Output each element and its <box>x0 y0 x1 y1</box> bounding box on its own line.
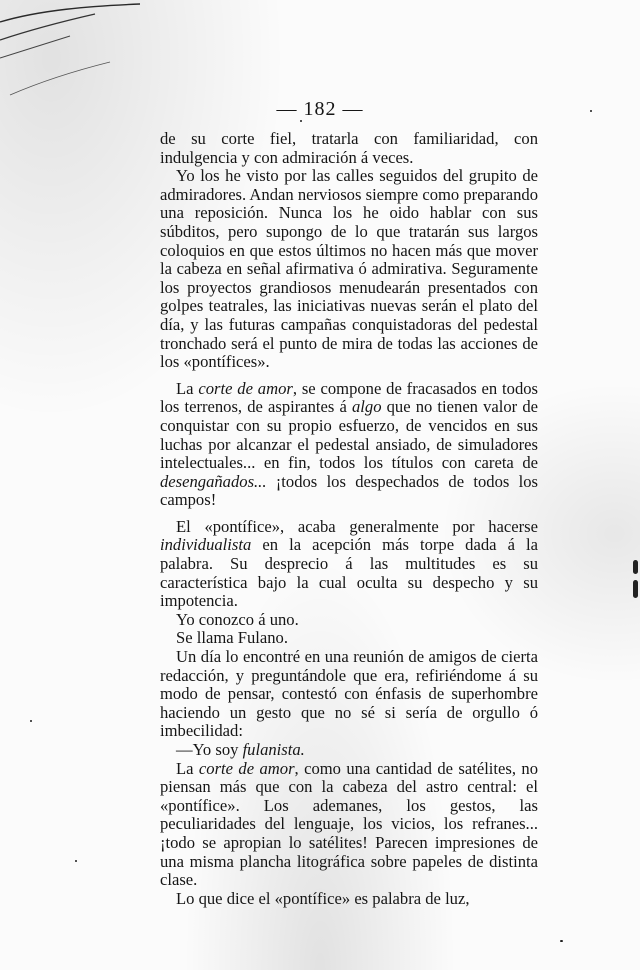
page-edge-mark <box>633 560 638 574</box>
text-run: que no tienen valor de conquistar con su propio esfuerzo, de vencidos en sus luchas por alcanzar el pedestal ansiado, de simuladores intelectuales... en fin, todos los títulos con careta de <box>160 397 538 473</box>
paragraph <box>160 890 538 909</box>
ink-speckle <box>560 940 563 942</box>
paragraph <box>160 518 538 611</box>
paragraph <box>160 130 538 167</box>
text-run: La <box>176 758 199 778</box>
text-run: La <box>176 378 199 398</box>
text-run: Un día lo encontré en una reunión de amigos de cierta redacción, y preguntándole que era, refiriéndome á su modo de pensar, contestó con énfasis de superhombre haciendo un gesto que no sé si sería de orgullo ó imbecilidad: <box>160 647 538 741</box>
text-run: Se llama Fulano. <box>176 628 288 648</box>
margin-pencil-marks <box>0 0 170 110</box>
ink-speckle <box>30 720 32 722</box>
text-run: , como una cantidad de satélites, no piensan más que con la cabeza del astro central: el «pontífice». Los ademanes, los gestos, las peculiaridades del lenguaje, los vicios, los refranes... ¡todo se apropian lo satélites! Parecen impresiones de una misma plancha litográfica sobre papeles de distinta clase. <box>160 758 538 890</box>
paragraph <box>160 760 538 890</box>
text-run: Yo los he visto por las calles seguidos del grupito de admiradores. Andan nerviosos siempre como preparando una reposición. Nunca los he oido hablar con sus súbditos, pero supongo de lo que tratarán sus largos coloquios en que estos últimos no hacen más que mover la cabeza en señal afirmativa ó admirativa. Seguramente los proyectos grandiosos menudearán presentados con golpes teatrales, las iniciativas nuevas serán el plato del día, y las futuras campañas conquistadoras del pedestal tronchado será el punto de mira de todas las acciones de los «pontífices». <box>160 166 538 372</box>
paragraph <box>160 380 538 510</box>
body-text <box>160 130 538 908</box>
paragraph <box>160 741 538 760</box>
text-run: , se compone de fracasados en todos los terrenos, de aspirantes á <box>160 378 539 417</box>
italic-text: fulanista. <box>242 740 305 759</box>
italic-text: corte de amor <box>198 758 295 778</box>
text-run: —Yo soy <box>176 740 243 759</box>
text-run: ¡todos los despechados de todos los campos! <box>160 471 538 510</box>
paragraph <box>160 167 538 372</box>
italic-text: individualista <box>160 535 252 555</box>
italic-text: algo <box>351 397 382 417</box>
paragraph <box>160 648 538 741</box>
text-run: Lo que dice el «pontífice» es palabra de luz, <box>176 888 470 908</box>
text-run: en la acepción más torpe dada á la palabra. Su desprecio á las multitudes es su característica bajo la cual oculta su despecho y su impotencia. <box>160 535 538 611</box>
ink-speckle <box>75 860 77 862</box>
paragraph <box>160 611 538 630</box>
text-run: Yo conozco á uno. <box>176 609 299 629</box>
italic-text: corte de amor <box>198 378 293 398</box>
paragraph <box>160 629 538 648</box>
italic-text: desengañados... <box>160 471 267 491</box>
page-number: — 182 — <box>276 98 364 120</box>
text-run: de su corte fiel, tratarla con familiaridad, con indulgencia y con admiración á veces. <box>160 129 538 167</box>
text-run: El «pontífice», acaba generalmente por hacerse <box>176 516 538 536</box>
page-edge-mark <box>633 580 638 598</box>
